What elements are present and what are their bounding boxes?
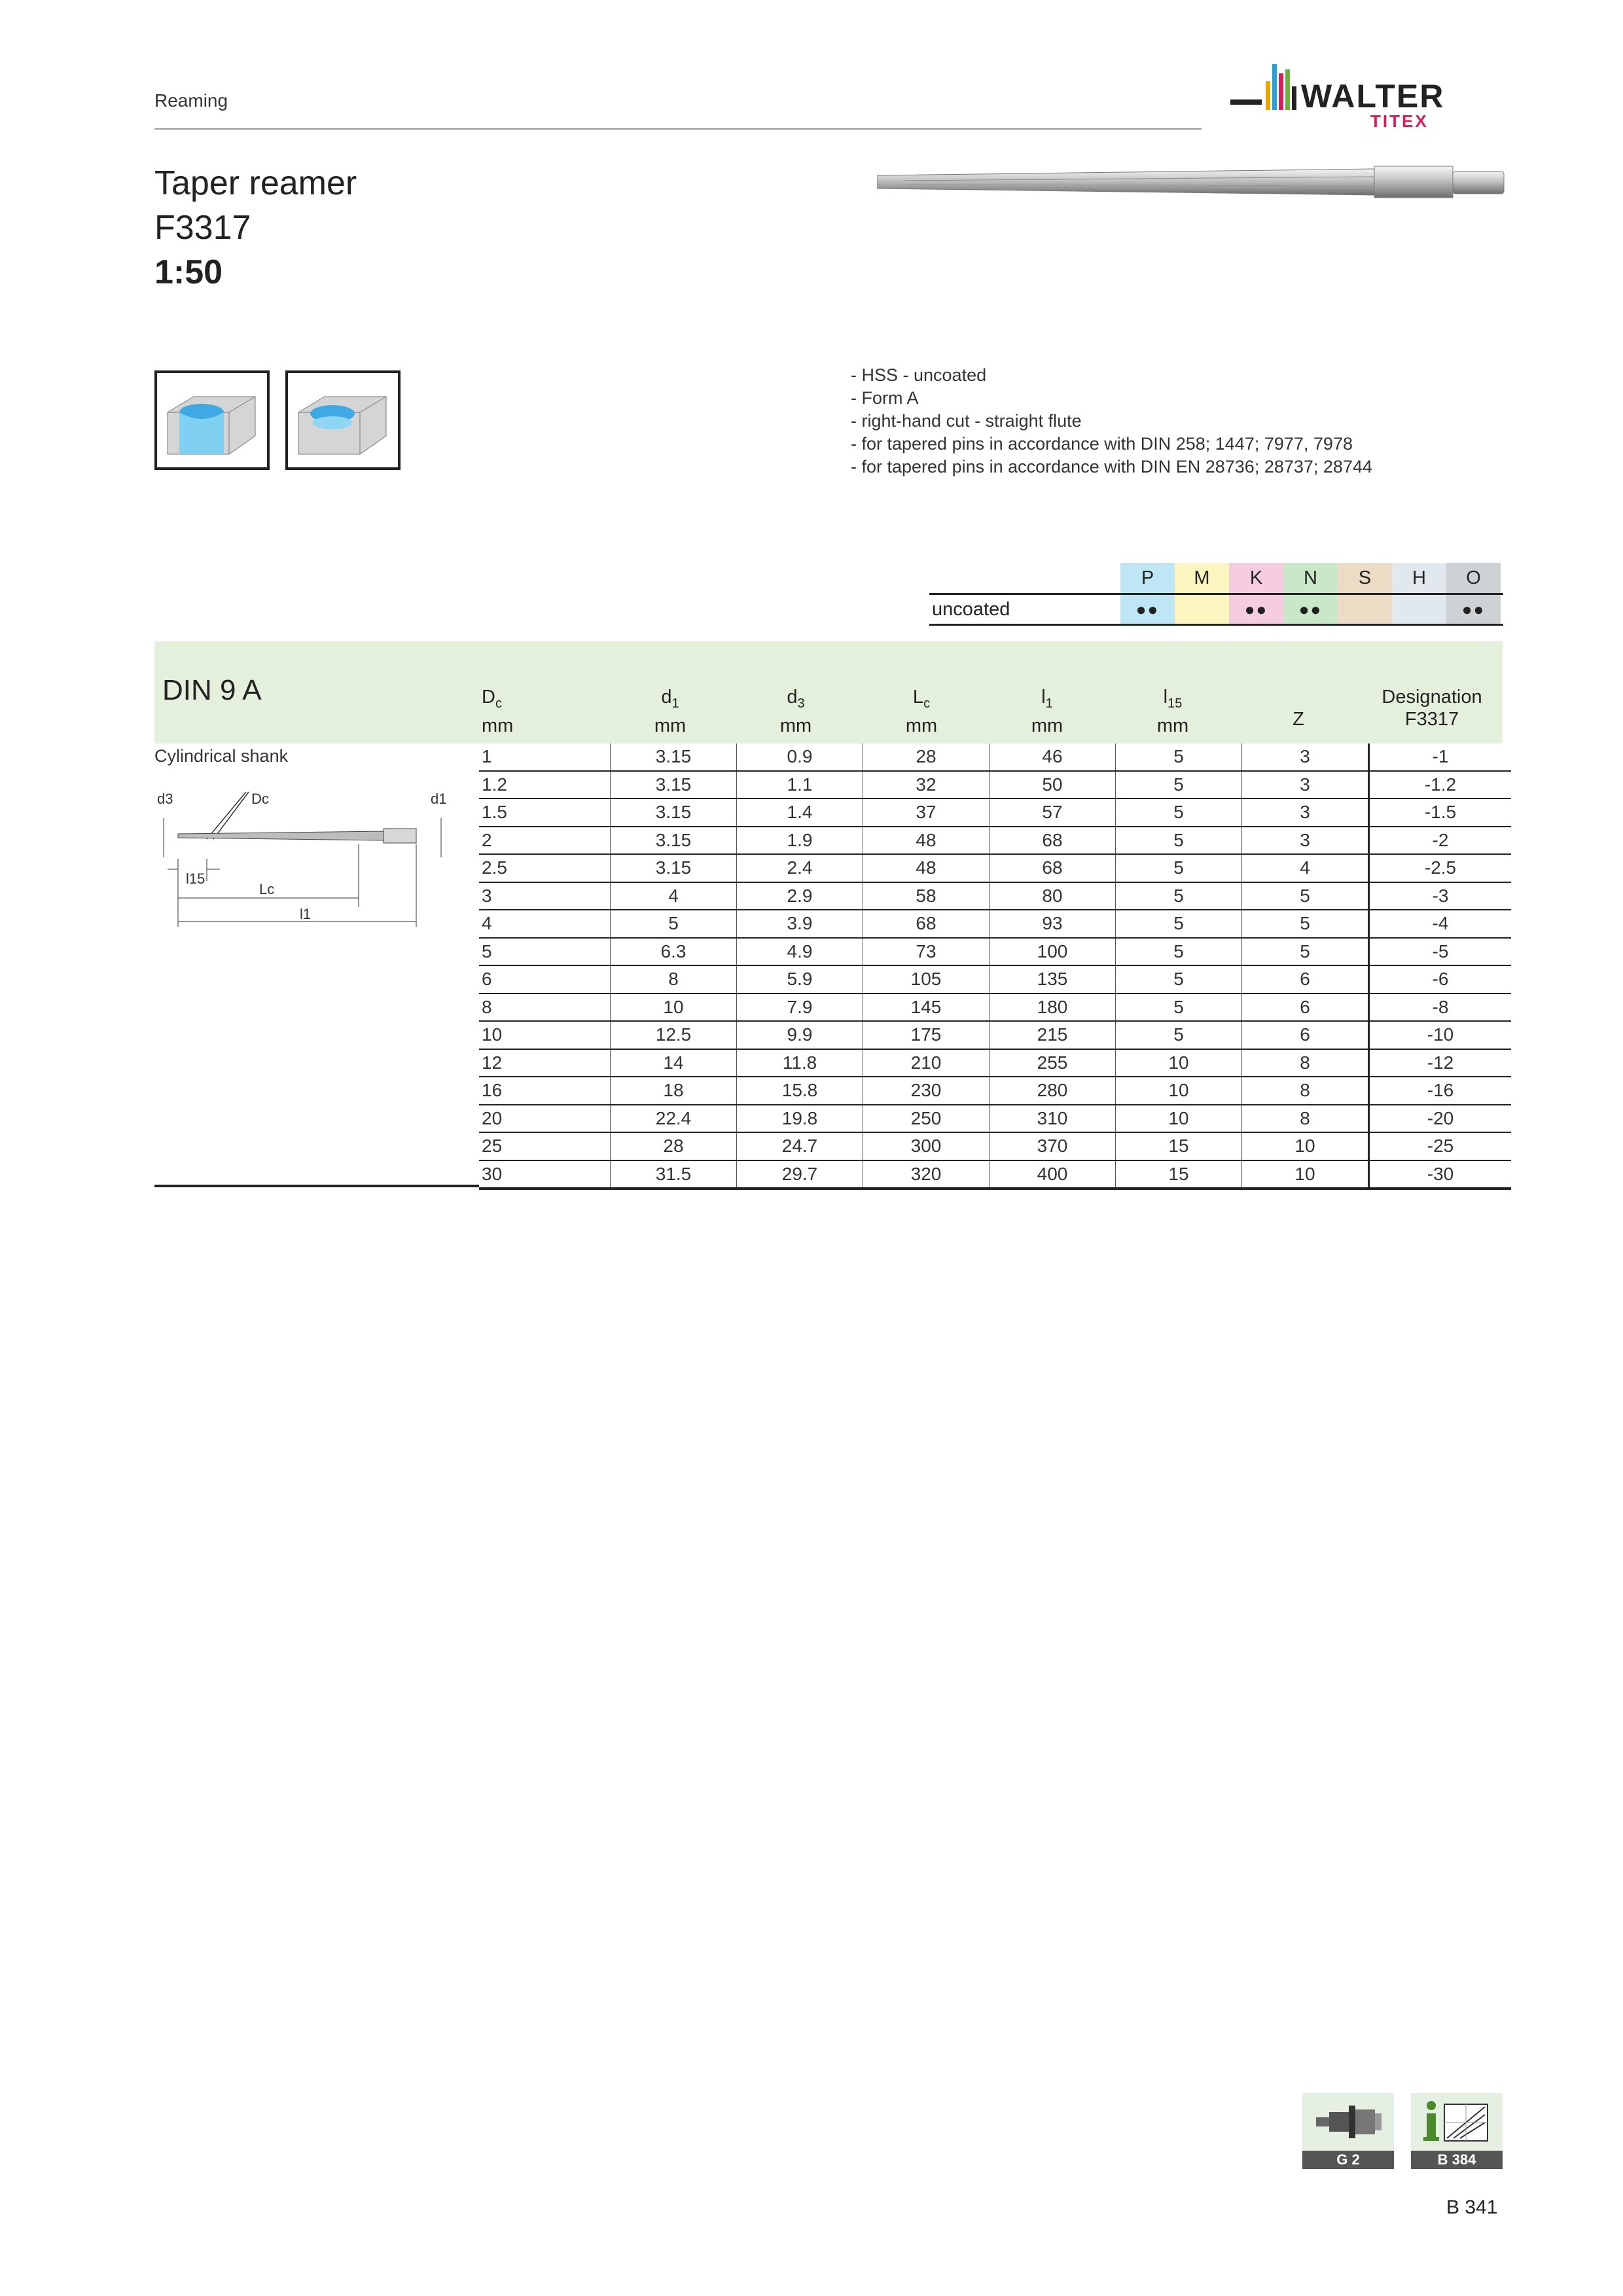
table-cell: 80 [990,882,1116,910]
tool-holder-icon [1302,2093,1394,2151]
table-cell: 3.15 [611,771,737,799]
table-cell: 255 [990,1049,1116,1077]
table-row [479,1105,1511,1133]
table-cell: 250 [863,1105,990,1133]
material-p: P [1120,563,1175,593]
table-cell: 24.7 [737,1132,863,1160]
material-m: M [1175,563,1229,593]
material-k: K [1229,563,1283,593]
table-cell: 4 [1242,854,1369,882]
table-cell: 32 [863,771,990,799]
table-cell: 28 [863,744,990,771]
reamer-image [877,157,1505,209]
table-cell: 29.7 [737,1160,863,1189]
material-s: S [1338,563,1392,593]
table-cell: 5 [1242,938,1369,966]
table-cell: 1.9 [737,827,863,855]
suitability-h [1392,595,1446,624]
table-cell: 10 [1242,1160,1369,1189]
table-cell: 310 [990,1105,1116,1133]
coating-label: uncoated [932,599,1010,620]
table-row [479,1077,1511,1105]
column-header-d1: $d_1$ mm [654,687,687,736]
table-cell: 5 [1116,798,1242,827]
table-cell: 20 [479,1105,611,1133]
table-cell: 215 [990,1021,1116,1049]
table-cell: 50 [990,771,1116,799]
table-cell: 15 [1116,1132,1242,1160]
dimension-table [479,744,1511,1190]
table-cell: 3.15 [611,798,737,827]
table-cell: 400 [990,1160,1116,1189]
table-cell: 5 [1116,771,1242,799]
table-cell: -6 [1369,965,1512,994]
table-cell: 6.3 [611,938,737,966]
table-cell: 5 [1116,910,1242,938]
material-o: O [1446,563,1501,593]
table-cell: 3.9 [737,910,863,938]
table-cell: 37 [863,798,990,827]
table-cell: 145 [863,994,990,1022]
table-row [479,994,1511,1022]
title-line-2: F3317 [154,209,251,247]
table-cell: 5 [1116,827,1242,855]
table-cell: 0.9 [737,744,863,771]
nav-g2-link[interactable] [1302,2093,1394,2169]
table-cell: 5 [611,910,737,938]
table-cell: 4 [611,882,737,910]
table-row [479,827,1511,855]
table-cell: 48 [863,827,990,855]
suitability-k: ●● [1229,595,1283,624]
table-cell: 2 [479,827,611,855]
table-cell: -3 [1369,882,1512,910]
table-cell: 7.9 [737,994,863,1022]
table-cell: 2.5 [479,854,611,882]
table-row [479,1049,1511,1077]
table-cell: 135 [990,965,1116,994]
table-cell: 5 [1242,910,1369,938]
table-cell: 11.8 [737,1049,863,1077]
table-cell: 3 [1242,827,1369,855]
table-row [479,744,1511,771]
material-n: N [1283,563,1338,593]
svg-text:l1: l1 [300,906,312,922]
table-row [479,965,1511,994]
table-cell: -10 [1369,1021,1512,1049]
svg-text:TITEX: TITEX [1370,111,1429,131]
table-bottom-rule [154,1185,479,1187]
table-row [479,882,1511,910]
feature-item: - HSS - uncoated [851,365,987,385]
suitability-s [1338,595,1392,624]
table-cell: 230 [863,1077,990,1105]
table-cell: 15.8 [737,1077,863,1105]
table-cell: 370 [990,1132,1116,1160]
svg-text:WALTER: WALTER [1301,78,1445,115]
table-cell: 1.2 [479,771,611,799]
table-cell: -8 [1369,994,1512,1022]
table-cell: 175 [863,1021,990,1049]
table-cell: 5 [1116,938,1242,966]
feature-item: - Form A [851,388,919,408]
table-row [479,771,1511,799]
table-cell: 10 [1116,1077,1242,1105]
table-cell: 12.5 [611,1021,737,1049]
table-cell: -5 [1369,938,1512,966]
table-cell: -12 [1369,1049,1512,1077]
column-header-designation: Designation F3317 [1382,687,1482,730]
column-header-dc: $D_c$ mm [482,687,514,736]
table-cell: 100 [990,938,1116,966]
table-cell: 18 [611,1077,737,1105]
section-label: Reaming [154,90,228,111]
suitability-n: ●● [1283,595,1338,624]
table-cell: 19.8 [737,1105,863,1133]
table-cell: 3.15 [611,854,737,882]
table-row [479,938,1511,966]
table-cell: -1.5 [1369,798,1512,827]
through-hole-icon [154,370,270,470]
table-cell: 73 [863,938,990,966]
table-cell: 46 [990,744,1116,771]
table-cell: 9.9 [737,1021,863,1049]
table-cell: 31.5 [611,1160,737,1189]
table-cell: 10 [611,994,737,1022]
table-cell: 1.1 [737,771,863,799]
table-cell: 5 [1116,1021,1242,1049]
feature-item: - for tapered pins in accordance with DIN 258; 1447; 7977, 7978 [851,434,1353,454]
table-cell: 5 [1116,744,1242,771]
svg-text:d3: d3 [157,791,173,807]
table-cell: 6 [479,965,611,994]
table-row [479,854,1511,882]
table-cell: 5 [1116,965,1242,994]
table-cell: -30 [1369,1160,1512,1189]
table-cell: 10 [1116,1049,1242,1077]
table-cell: -16 [1369,1077,1512,1105]
table-cell: 5 [1116,882,1242,910]
svg-text:l15: l15 [186,870,205,887]
walter-titex-logo [1230,58,1505,136]
table-cell: 1 [479,744,611,771]
table-cell: -20 [1369,1105,1512,1133]
table-cell: 8 [1242,1077,1369,1105]
table-cell: 180 [990,994,1116,1022]
blind-hole-icon [285,370,401,470]
table-cell: -1 [1369,744,1512,771]
table-cell: 4.9 [737,938,863,966]
shank-type-label: Cylindrical shank [154,746,289,766]
column-header-lc: $L_c$ mm [905,687,938,736]
feature-list [851,364,1372,478]
column-header-l15: $l_{15}$ mm [1156,687,1189,736]
column-header-d3: $d_3$ mm [779,687,812,736]
table-cell: 93 [990,910,1116,938]
table-cell: -1.2 [1369,771,1512,799]
suitability-p: ●● [1120,595,1175,624]
svg-text:Lc: Lc [259,881,275,897]
table-cell: 10 [1242,1132,1369,1160]
table-cell: 10 [479,1021,611,1049]
table-cell: -4 [1369,910,1512,938]
table-cell: 48 [863,854,990,882]
table-cell: 280 [990,1077,1116,1105]
reamer-dimension-drawing [154,785,455,929]
title-line-3: 1:50 [154,253,223,291]
table-cell: 15 [1116,1160,1242,1189]
suitability-o: ●● [1446,595,1501,624]
table-cell: 8 [479,994,611,1022]
table-cell: -2.5 [1369,854,1512,882]
table-cell: 57 [990,798,1116,827]
material-group-value-row [929,593,1503,626]
table-cell: 8 [1242,1049,1369,1077]
table-cell: 5.9 [737,965,863,994]
table-row [479,910,1511,938]
nav-b384-link[interactable] [1411,2093,1503,2169]
nav-b384-label: B 384 [1411,2151,1503,2169]
suitability-m [1175,595,1229,624]
table-cell: -2 [1369,827,1512,855]
feature-item: - for tapered pins in accordance with DIN EN 28736; 28737; 28744 [851,457,1372,476]
table-cell: 6 [1242,965,1369,994]
table-cell: 3 [1242,771,1369,799]
table-cell: 10 [1116,1105,1242,1133]
table-cell: 3.15 [611,827,737,855]
page-number: B 341 [1446,2197,1498,2218]
table-cell: 3 [1242,744,1369,771]
table-row [479,798,1511,827]
table-cell: 1.5 [479,798,611,827]
table-cell: 8 [611,965,737,994]
table-cell: 25 [479,1132,611,1160]
column-header-z: Z [1293,709,1304,730]
svg-text:Dc: Dc [251,791,269,807]
table-cell: 68 [990,854,1116,882]
header-rule [154,128,1202,130]
table-cell: 2.4 [737,854,863,882]
table-cell: 68 [990,827,1116,855]
title-line-1: Taper reamer [154,164,357,202]
table-cell: 3 [479,882,611,910]
nav-g2-label: G 2 [1302,2151,1394,2169]
din-standard-title: DIN 9 A [162,674,262,706]
table-cell: 6 [1242,994,1369,1022]
table-cell: 5 [1116,854,1242,882]
table-cell: 2.9 [737,882,863,910]
table-cell: 58 [863,882,990,910]
table-cell: -25 [1369,1132,1512,1160]
column-header-l1: $l_1$ mm [1031,687,1063,736]
table-row [479,1021,1511,1049]
table-cell: 210 [863,1049,990,1077]
material-group-header-row [929,563,1503,593]
table-cell: 14 [611,1049,737,1077]
material-group-table [929,563,1503,626]
table-cell: 5 [1242,882,1369,910]
table-cell: 320 [863,1160,990,1189]
material-h: H [1392,563,1446,593]
table-cell: 8 [1242,1105,1369,1133]
table-cell: 5 [479,938,611,966]
table-cell: 300 [863,1132,990,1160]
table-cell: 68 [863,910,990,938]
table-cell: 16 [479,1077,611,1105]
table-cell: 105 [863,965,990,994]
table-cell: 4 [479,910,611,938]
product-title [154,161,357,295]
table-cell: 6 [1242,1021,1369,1049]
table-cell: 5 [1116,994,1242,1022]
table-cell: 30 [479,1160,611,1189]
table-cell: 22.4 [611,1105,737,1133]
table-cell: 3.15 [611,744,737,771]
table-cell: 1.4 [737,798,863,827]
info-chart-icon [1411,2093,1503,2151]
table-cell: 12 [479,1049,611,1077]
feature-item: - right-hand cut - straight flute [851,411,1082,431]
table-row [479,1132,1511,1160]
table-row [479,1160,1511,1189]
table-cell: 28 [611,1132,737,1160]
svg-text:d1: d1 [431,791,447,807]
table-cell: 3 [1242,798,1369,827]
